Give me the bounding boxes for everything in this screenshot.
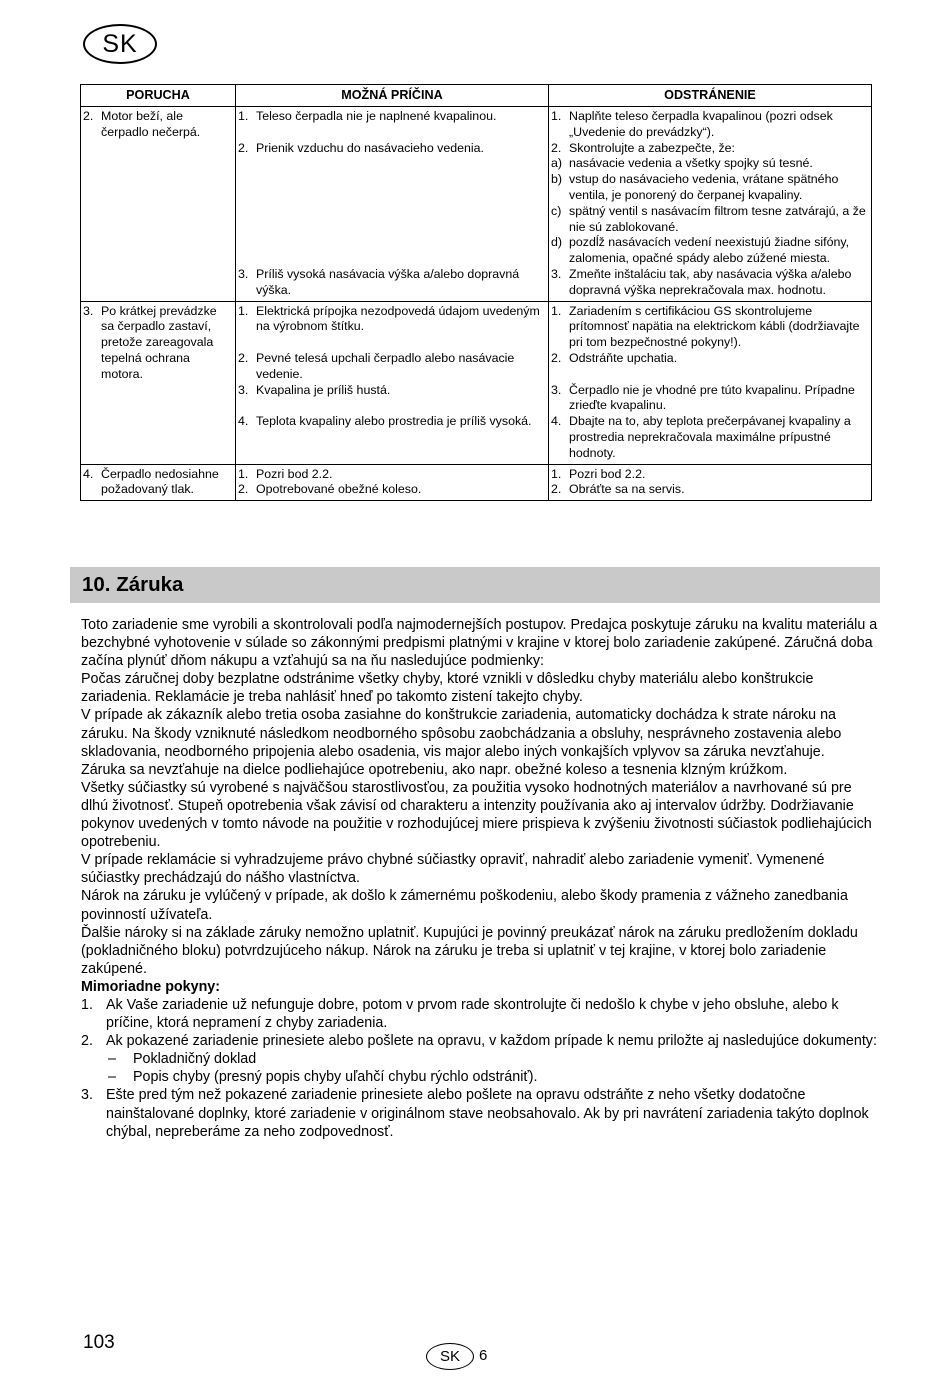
cause-text: Opotrebované obežné koleso. (256, 482, 422, 497)
sub-list-text: Popis chyby (presný popis chyby uľahčí chybu rýchlo odstrániť). (133, 1069, 538, 1086)
dash-bullet: – (108, 1051, 116, 1068)
cause-cell (236, 464, 549, 501)
cause-text: Teleso čerpadla nie je naplnené kvapalinou. (256, 109, 497, 123)
paragraph: Ďalšie nároky si na základe záruky nemožno uplatniť. Kupujúci je povinný preukázať nárok na záruku predložením dokladu (pokladničného bloku) potvrdzujúceho nákup. Nárok na záruku je treba si uplatniť v tej krajine, v ktorej bolo zariadenie zakúpené. (81, 924, 858, 977)
table-header-row (81, 85, 872, 107)
troubleshooting-table (80, 84, 872, 501)
fault-number: 3. (83, 303, 94, 318)
list-item (81, 1032, 881, 1050)
remedy-cell (549, 107, 872, 302)
language-badge-label: SK (102, 29, 138, 58)
sub-list-item (81, 1068, 881, 1086)
language-badge (83, 24, 157, 64)
fault-text: Čerpadlo nedosiahne požadovaný tlak. (101, 466, 219, 497)
cause-number: 3. (238, 382, 249, 397)
remedy-text: Pozri bod 2.2. (569, 466, 646, 481)
page-number: 103 (83, 1332, 115, 1353)
cause-number: 1. (238, 466, 249, 481)
cause-cell (236, 107, 549, 302)
list-text: Ak pokazené zariadenie prinesiete alebo pošlete na opravu, v každom prípade k nemu priložte aj nasledujúce dokumenty: (106, 1033, 877, 1050)
cause-number: 1. (238, 303, 249, 318)
paragraph: Nárok na záruku je vylúčený v prípade, ak došlo k zámernému poškodeniu, alebo škody pramenia z vážneho zanedbania povinností užívateľa. (81, 888, 848, 923)
remedy-number: 1. (551, 109, 562, 123)
remedy-text: Naplňte teleso čerpadla kvapalinou (pozri odsek „Uvedenie do prevádzky“). (569, 109, 833, 139)
notes-heading: Mimoriadne pokyny: (81, 978, 221, 995)
list-number: 2. (81, 1033, 93, 1050)
cause-number: 3. (238, 266, 249, 281)
remedy-number: 4. (551, 414, 562, 429)
paragraph: Toto zariadenie sme vyrobili a skontrolovali podľa najmodernejších postupov. Predajca poskytuje záruku na kvalitu materiálu a bezchybné vyhotovenie v súlade so zákonnými predpismi platnými v krajine v ktorej bolo zariadenie zakúpené. Záručná doba začína plynúť dňom nákupu a vzťahujú sa na ňu nasledujúce podmienky: (81, 617, 878, 670)
sub-list-item (81, 1050, 881, 1068)
paragraph: Počas záručnej doby bezplatne odstránime všetky chyby, ktoré vznikli v dôsledku chyby materiálu alebo konštrukcie zariadenia. Reklamácie je treba nahlásiť hneď po takomto zistení takejto chyby. (81, 671, 814, 706)
column-header-fault: PORUCHA (81, 85, 236, 107)
cause-text: Teplota kvapaliny alebo prostredia je príliš vysoká. (256, 414, 532, 429)
remedy-number: 3. (551, 266, 562, 281)
list-item (81, 996, 881, 1032)
table-row (81, 301, 872, 464)
remedy-text: Obráťte sa na servis. (569, 482, 685, 497)
fault-cell (81, 301, 236, 464)
table-row (81, 107, 872, 302)
column-header-cause: MOŽNÁ PRÍČINA (236, 85, 549, 107)
remedy-text: Skontrolujte a zabezpečte, že: (569, 140, 735, 155)
list-item (81, 1086, 881, 1140)
fault-number: 2. (83, 109, 94, 123)
section-title: 10. Záruka (82, 573, 184, 596)
cause-text: Prienik vzduchu do nasávacieho vedenia. (256, 140, 484, 155)
remedy-number: d) (551, 235, 563, 250)
cause-text: Pevné telesá upchali čerpadlo alebo nasávacie vedenie. (256, 350, 515, 381)
list-number: 1. (81, 996, 93, 1013)
remedy-number: c) (551, 203, 562, 218)
remedy-text: nasávacie vedenia a všetky spojky sú tesné. (569, 156, 813, 171)
remedy-text: Čerpadlo nie je vhodné pre túto kvapalinu. Prípadne zrieďte kvapalinu. (569, 382, 855, 413)
fault-cell (81, 464, 236, 501)
paragraph: V prípade ak zákazník alebo tretia osoba zasiahne do konštrukcie zariadenia, automaticky dochádza k strate nároku na záruku. Na škody vzniknuté následkom neodborného spôsobu zaobchádzania a obsluhy, nesprávneho zostavenia alebo skladovania, neodborného pripojenia alebo osadenia, vis major alebo iných vonkajších vplyvov sa záruka nevzťahuje. (81, 707, 842, 760)
remedy-text: Dbajte na to, aby teplota prečerpávanej kvapaliny a prostredia neprekračovala maximálne prípustné hodnoty. (569, 414, 851, 460)
remedy-number: 2. (551, 482, 562, 497)
remedy-text: Odstráňte upchatia. (569, 350, 678, 365)
dash-bullet: – (108, 1069, 116, 1086)
footer-language-badge (426, 1343, 474, 1370)
warranty-text (81, 616, 881, 1141)
remedy-cell (549, 464, 872, 501)
remedy-number: 3. (551, 382, 562, 397)
cause-text: Elektrická prípojka nezodpovedá údajom uvedeným na výrobnom štítku. (256, 303, 540, 334)
remedy-text: Zariadením s certifikáciou GS skontrolujeme prítomnosť napätia na elektrickom kábli (dodržiavajte pri tom bezpečnostné pokyny!). (569, 303, 860, 350)
list-text: Ak Vaše zariadenie už nefunguje dobre, potom v prvom rade skontrolujte či nedošlo k chybe v jeho obsluhe, alebo k príčine, ktorá nepramení z chyby zariadenia. (106, 996, 839, 1032)
fault-text: Po krátkej prevádzke sa čerpadlo zastaví, pretože zareagovala tepelná ochrana motora. (101, 303, 217, 381)
cause-number: 4. (238, 414, 249, 429)
footer-badge-label: SK (439, 1348, 460, 1365)
footer-sub-page: 6 (479, 1347, 488, 1364)
table-row (81, 464, 872, 501)
cause-text: Príliš vysoká nasávacia výška a/alebo dopravná výška. (256, 266, 520, 297)
cause-number: 2. (238, 140, 249, 155)
paragraph: V prípade reklamácie si vyhradzujeme právo chybné súčiastky opraviť, nahradiť alebo zariadenie vymeniť. Vymenené súčiastky prechádzajú do nášho vlastníctva. (81, 852, 825, 887)
remedy-number: a) (551, 156, 563, 171)
remedy-text: vstup do nasávacieho vedenia, vrátane spätného ventila, je ponorený do čerpanej kvapaliny. (569, 172, 839, 202)
fault-cell (81, 107, 236, 302)
remedy-cell (549, 301, 872, 464)
cause-text: Pozri bod 2.2. (256, 466, 333, 481)
paragraph: Záruka sa nevzťahuje na dielce podliehajúce opotrebeniu, ako napr. obežné koleso a tesnenia klzným krúžkom. (81, 761, 788, 778)
cause-cell (236, 301, 549, 464)
remedy-number: 1. (551, 303, 562, 318)
list-text: Ešte pred tým než pokazené zariadenie prinesiete alebo pošlete na opravu odstráňte z neho všetky dodatočne nainštalované doplnky, ktoré zariadenie v originálnom stave neobsahovalo. Ak by pri navrátení zariadenia takýto doplnok chýbal, nepreberáme za neho zodpovednosť. (106, 1087, 869, 1140)
column-header-remedy: ODSTRÁNENIE (549, 85, 872, 107)
remedy-text: Zmeňte inštaláciu tak, aby nasávacia výška a/alebo dopravná výška neprekračovala max. hodnotu. (569, 266, 852, 297)
remedy-number: 1. (551, 466, 562, 481)
cause-text: Kvapalina je príliš hustá. (256, 382, 391, 397)
paragraph: Všetky súčiastky sú vyrobené s najväčšou starostlivosťou, za použitia vysoko hodnotných materiálov a navrhované sú pre dlhú životnosť. Stupeň opotrebenia však závisí od charakteru a intenzity používania ako aj intervalov údržby. Dodržiavanie pokynov uvedených v tomto návode na použitie v rozhodujúcej miere prispieva k zvýšeniu životnosti súčiastok podliehajúcich opotrebeniu. (81, 779, 872, 851)
cause-number: 1. (238, 109, 249, 123)
remedy-text: spätný ventil s nasávacím filtrom tesne zatvárajú, a že nie sú zablokované. (569, 203, 866, 234)
section-heading-bar (70, 567, 880, 603)
fault-number: 4. (83, 466, 94, 481)
cause-number: 2. (238, 350, 249, 365)
cause-number: 2. (238, 482, 249, 497)
fault-text: Motor beží, ale čerpadlo nečerpá. (101, 109, 201, 139)
remedy-number: 2. (551, 350, 562, 365)
remedy-number: b) (551, 172, 563, 187)
remedy-number: 2. (551, 140, 562, 155)
remedy-text: pozdĺž nasávacích vedení neexistujú žiadne sifóny, zalomenia, opačné spády alebo zúžené miesta. (569, 235, 850, 266)
sub-list-text: Pokladničný doklad (133, 1051, 257, 1068)
list-number: 3. (81, 1087, 93, 1104)
